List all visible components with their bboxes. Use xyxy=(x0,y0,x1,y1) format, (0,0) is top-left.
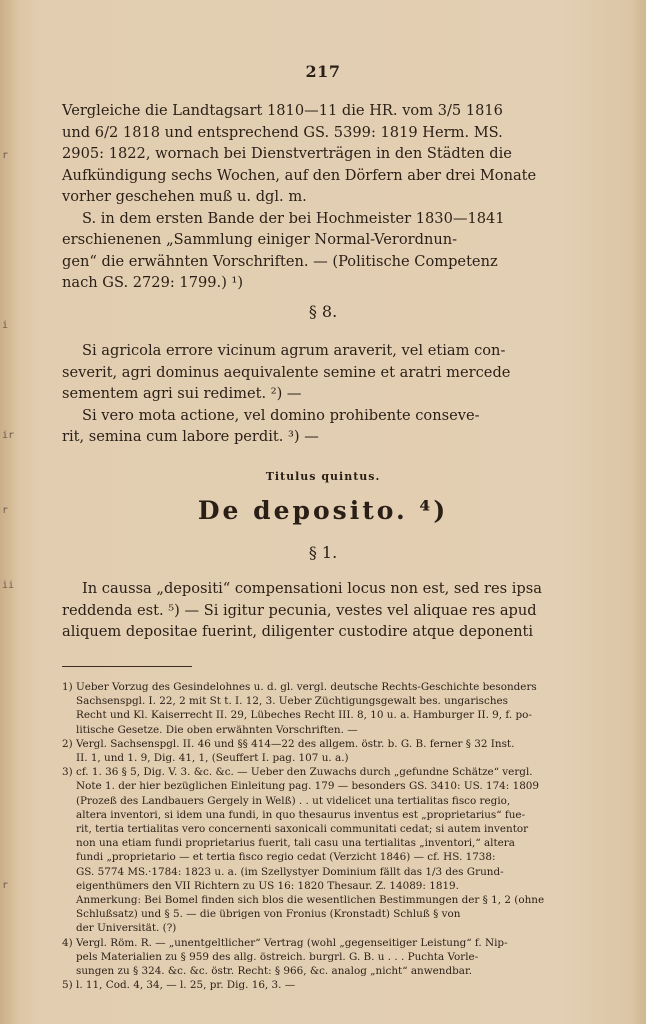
footnote-divider xyxy=(62,666,192,667)
page-number: 217 xyxy=(305,62,341,81)
intro-line: erschienenen „Sammlung einiger Normal-Verordnun- xyxy=(62,231,458,248)
footnote xyxy=(62,737,594,765)
section-8-line: sementem agri sui redimet. ²) — xyxy=(62,385,302,402)
intro-line: Aufkündigung sechs Wochen, auf den Dörfern aber drei Monate xyxy=(62,166,537,184)
footnote-remark xyxy=(62,893,594,936)
section-1-line: reddenda est. ⁵) — Si igitur pecunia, vestes vel aliquae res apud xyxy=(62,601,537,619)
footnote-line: eigenthümers den VII Richtern zu US 16: 1820 Thesaur. Z. 14089: 1819. xyxy=(76,879,459,892)
section-1-line: aliquem depositae fuerint, diligenter custodire atque deponenti xyxy=(62,623,534,640)
footnote-number: 1) xyxy=(62,681,73,693)
section-1-text xyxy=(62,578,586,643)
titulus-heading: Titulus quintus. xyxy=(265,470,381,483)
section-8-line: Si agricola errore vicinum agrum araverit, vel etiam con- xyxy=(82,342,506,359)
footnote-line: Schlußsatz) und § 5. — die übrigen von Fronius (Kronstadt) Schluß § von xyxy=(76,908,461,921)
footnote-line: Vergl. Röm. R. — „unentgeltlicher“ Vertrag (wohl „gegenseitiger Leistung“ f. Nip- xyxy=(76,936,508,949)
footnote-line: II. 1, und 1. 9, Dig. 41, 1, (Seuffert I. pag. 107 u. a.) xyxy=(76,752,349,765)
intro-line: Vergleiche die Landtagsart 1810—11 die HR. vom 3/5 1816 xyxy=(62,102,503,119)
intro-paragraph xyxy=(62,100,586,294)
chapter-title: De deposito. ⁴) xyxy=(197,496,449,525)
intro-line: gen“ die erwähnten Vorschriften. — (Politische Competenz xyxy=(62,252,498,270)
footnote-line: Recht und Kl. Kaiserrecht II. 29, Lübeches Recht III. 8, 10 u. a. Hamburger II. 9, f. po- xyxy=(76,709,532,722)
intro-line: und 6/2 1818 und entsprechend GS. 5399: 1819 Herm. MS. xyxy=(62,123,503,141)
footnote xyxy=(62,680,594,737)
footnote-line: Vergl. Sachsenspgl. II. 46 und §§ 414—22 des allgem. östr. b. G. B. ferner § 32 Inst. xyxy=(76,737,515,750)
footnote-line: der Universität. (?) xyxy=(76,922,177,935)
intro-line: vorher geschehen muß u. dgl. m. xyxy=(62,188,307,205)
intro-line: 2905: 1822, wornach bei Dienstverträgen in den Städten die xyxy=(62,145,512,162)
footnote-number: 2) xyxy=(62,737,73,750)
footnote-line: altera inventori, si idem una fundi, in quo thesaurus inventus est „proprietarius“ fue- xyxy=(76,808,526,821)
footnote-line: l. 11, Cod. 4, 34, — l. 25, pr. Dig. 16, 3. — xyxy=(76,979,296,992)
left-edge-bleed: r i ir r ii r xyxy=(2,150,15,891)
footnote-line: Note 1. der hier bezüglichen Einleitung pag. 179 — besonders GS. 3410: US. 174: 1809 xyxy=(76,780,540,793)
footnote-line: litische Gesetze. Die oben erwähnten Vorschriften. — xyxy=(76,723,358,736)
footnote-line: GS. 5774 MS.·1784: 1823 u. a. (im Szellystyer Dominium fällt das 1/3 des Grund- xyxy=(76,865,504,878)
intro-line: nach GS. 2729: 1799.) ¹) xyxy=(62,274,244,291)
footnote-line: Anmerkung: Bei Bomel finden sich blos die wesentlichen Bestimmungen der § 1, 2 (ohne xyxy=(76,894,545,907)
footnote-line: Sachsenspgl. I. 22, 2 mit St t. I. 12, 3. Ueber Züchtigungsgewalt bes. ungarisches xyxy=(76,695,508,708)
section-8-text xyxy=(62,340,586,448)
intro-line: S. in dem ersten Bande der bei Hochmeister 1830—1841 xyxy=(82,209,505,227)
footnote-line: cf. 1. 36 § 5, Dig. V. 3. &c. &c. — Ueber den Zuwachs durch „gefundne Schätze“ vergl. xyxy=(76,766,533,779)
section-8-line: rit, semina cum labore perdit. ³) — xyxy=(62,428,319,445)
footnotes xyxy=(62,680,594,992)
footnote-number: 5) xyxy=(62,979,73,992)
footnote-line: pels Materialien zu § 959 des allg. östreich. burgrl. G. B. u . . . Puchta Vorle- xyxy=(76,950,479,963)
section-1-line: In caussa „depositi“ compensationi locus non est, sed res ipsa xyxy=(82,580,542,597)
section-8-line: severit, agri dominus aequivalente semine et aratri mercede xyxy=(62,363,511,381)
footnote-line: rit, tertia tertialitas vero concernenti saxonicali communitati cedat; si autem inventor xyxy=(76,823,529,836)
footnote xyxy=(62,978,594,992)
footnote-line: Ueber Vorzug des Gesindelohnes u. d. gl. vergl. deutsche Rechts-Geschichte besonders xyxy=(76,681,537,693)
footnote-line: sungen zu § 324. &c. &c. östr. Recht: § 966, &c. analog „nicht“ anwendbar. xyxy=(76,965,473,978)
footnote-number: 3) xyxy=(62,766,73,779)
footnote-line: fundi „proprietario — et tertia fisco regio cedat (Verzicht 1846) — cf. HS. 1738: xyxy=(76,851,496,864)
footnote-number xyxy=(62,893,76,936)
footnote-line: (Prozeß des Landbauers Gergely in Welß) . . ut videlicet una tertialitas fisco regio, xyxy=(76,794,511,807)
footnote-number: 4) xyxy=(62,936,73,949)
footnote xyxy=(62,936,594,979)
section-8-line: Si vero mota actione, vel domino prohibente conseve- xyxy=(82,406,480,424)
footnote xyxy=(62,765,594,893)
section-1-heading: § 1. xyxy=(308,543,338,562)
section-8-heading: § 8. xyxy=(308,302,338,321)
footnote-line: non una etiam fundi proprietarius fuerit, tali casu una tertialitas „inventori,“ altera xyxy=(76,837,515,850)
